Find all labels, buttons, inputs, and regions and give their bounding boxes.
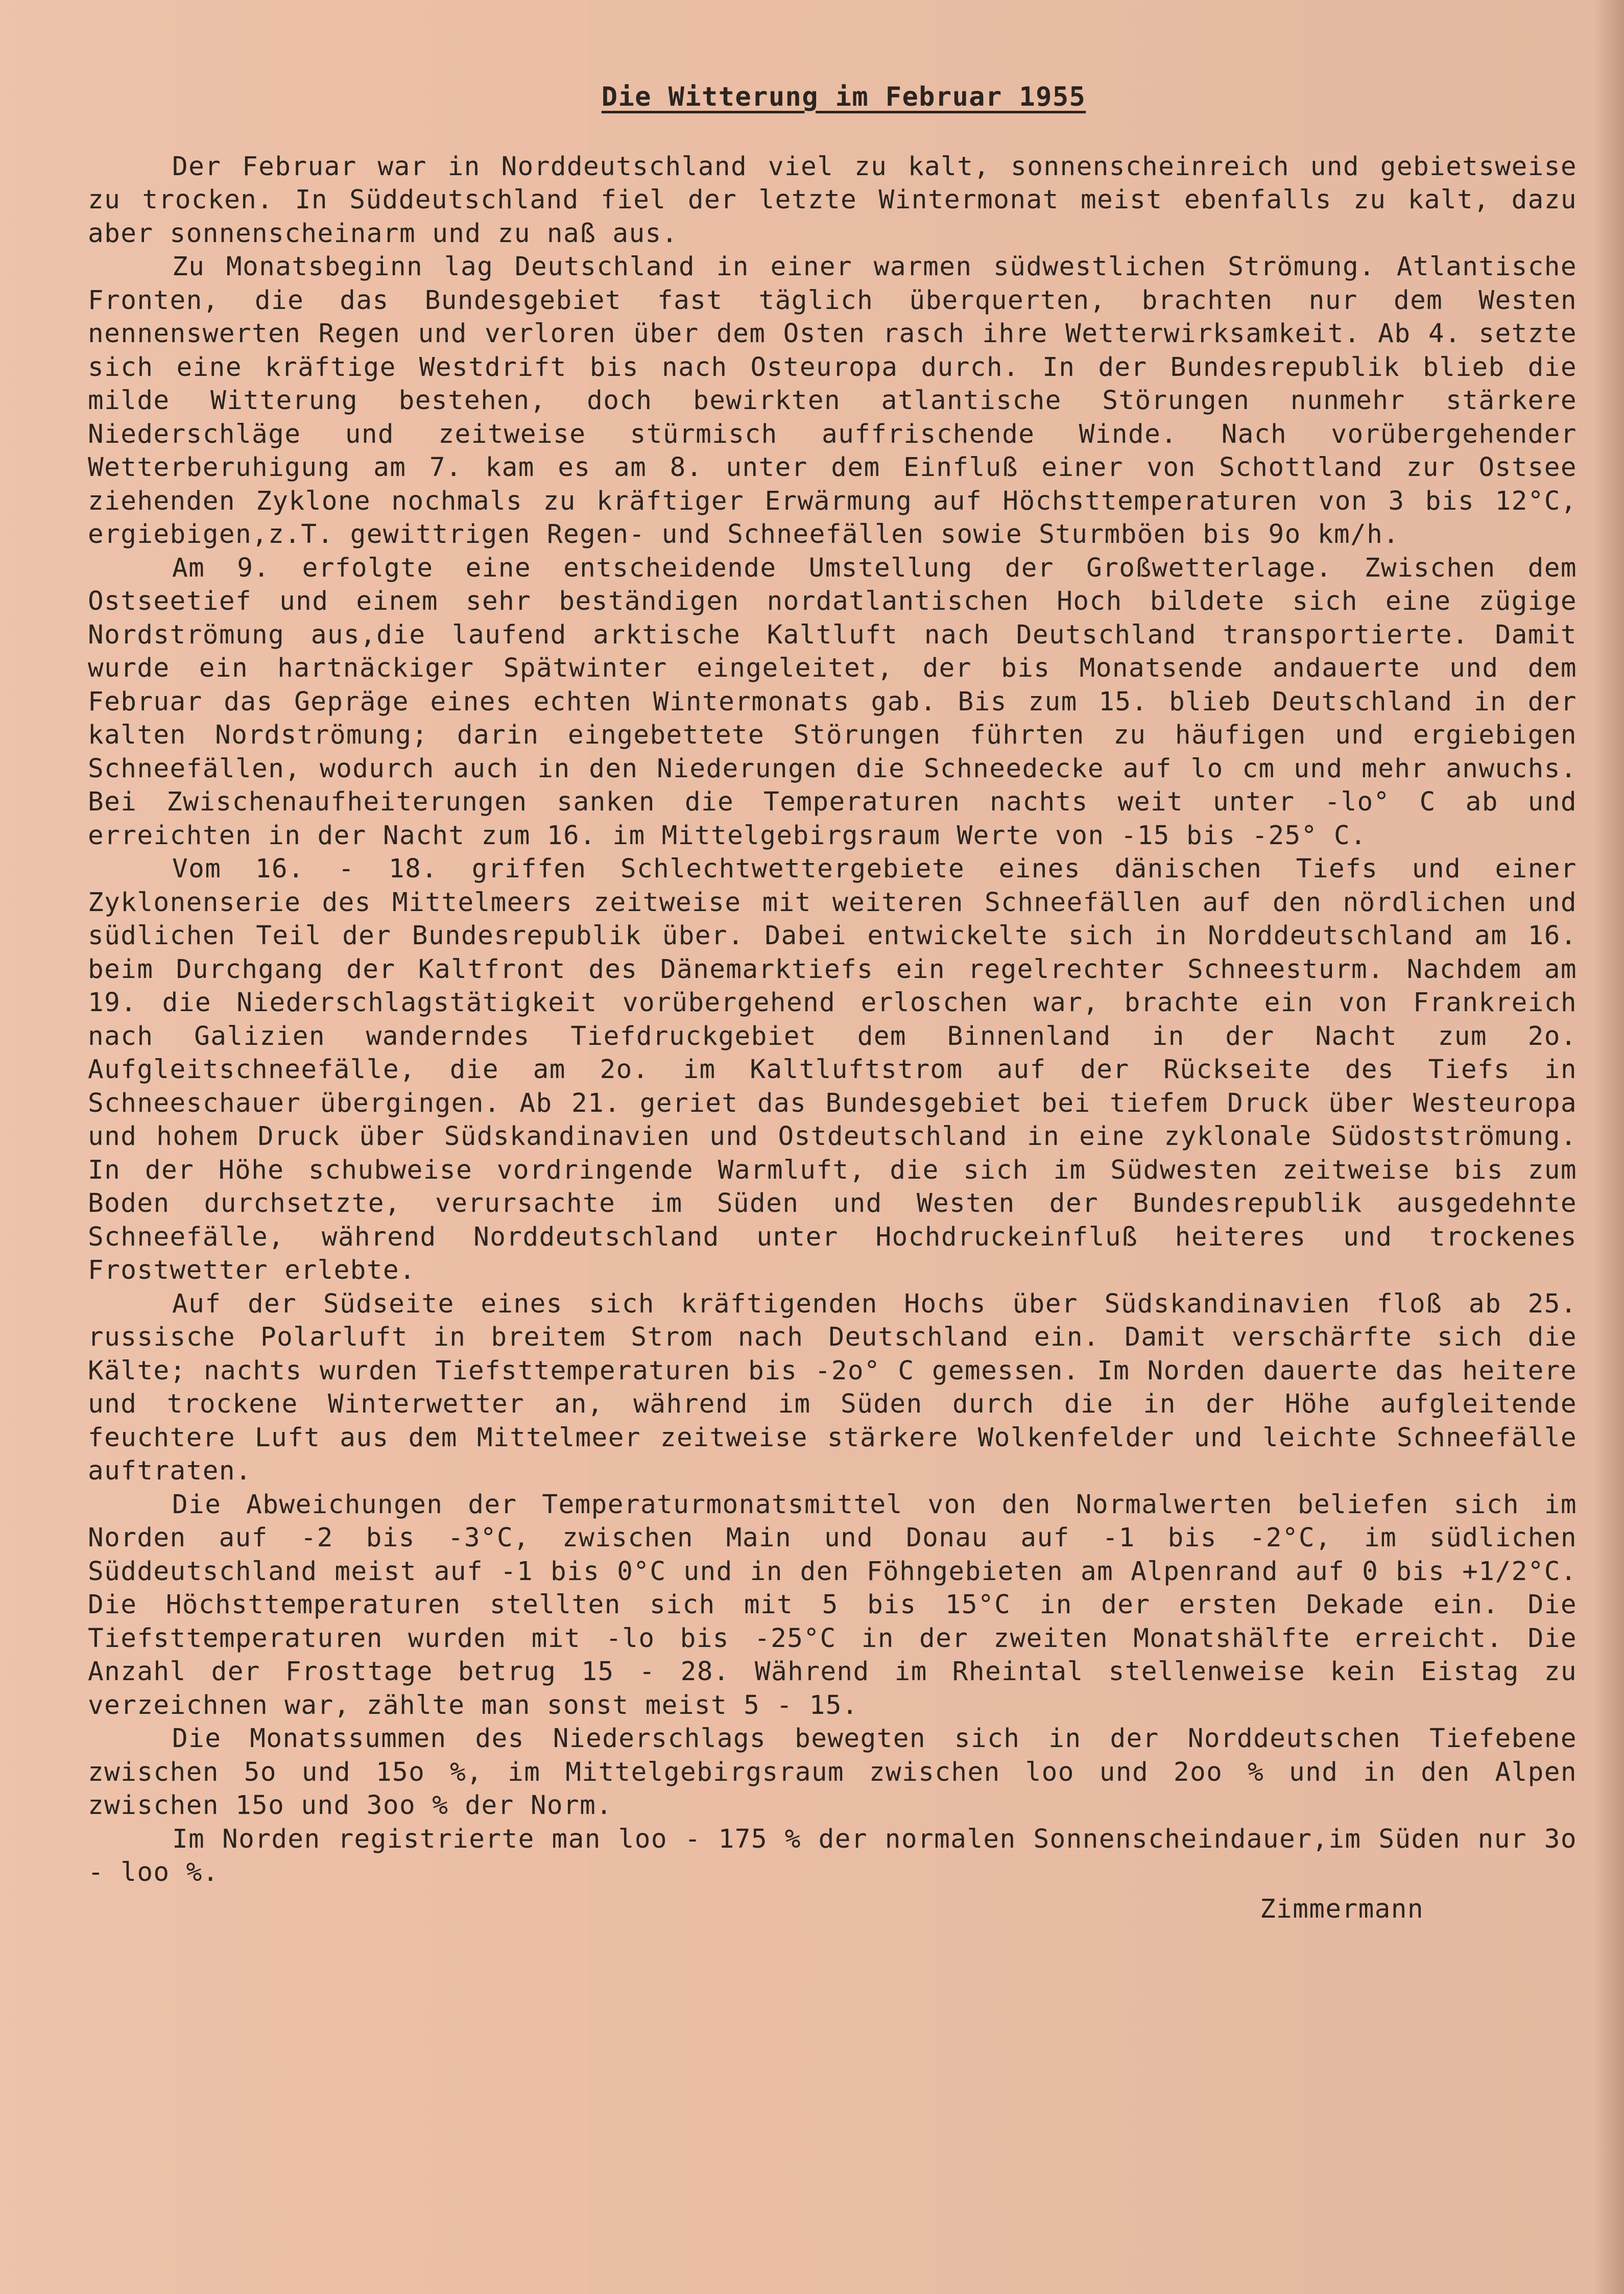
page-edge-shadow [1593, 0, 1624, 2294]
page-title: Die Witterung im Februar 1955 [601, 82, 1086, 112]
paragraph-temperature-deviation: Die Abweichungen der Temperaturmonatsmittel von den Normalwerten beliefen sich im Norden auf -2 bis -3°C, zwischen Main und Donau auf -1 bis -2°C, im südlichen Süddeutschland meist auf -1 bis 0°C und in den Föhngebieten am Alpenrand auf 0 bis +1/2°C. Die Höchsttemperaturen stellten sich mit 5 bis 15°C in der ersten Dekade ein. Die Tiefsttemperaturen wurden mit -lo bis -25°C in der zweiten Monatshälfte erreicht. Die Anzahl der Frosttage betrug 15 - 28. Während im Rheintal stellenweise kein Eistag zu verzeichnen war, zählte man sonst meist 5 - 15. [88, 1489, 1577, 1720]
paragraph-summary: Der Februar war in Norddeutschland viel zu kalt, sonnenscheinreich und gebietsweise zu trocken. In Süddeutschland fiel der letzte Wintermonat meist ebenfalls zu kalt, dazu aber sonnenscheinarm und zu naß aus. [88, 151, 1577, 249]
paragraph-mid-month: Vom 16. - 18. griffen Schlechtwettergebiete eines dänischen Tiefs und einer Zyklonenserie des Mittelmeers zeitweise mit weiteren Schneefällen auf den nördlichen und südlichen Teil der Bundesrepublik über. Dabei entwickelte sich in Norddeutschland am 16. beim Durchgang der Kaltfront des Dänemarktiefs ein regelrechter Schneesturm. Nachdem am 19. die Niederschlagstätigkeit vorübergehend erloschen war, brachte ein von Frankreich nach Galizien wanderndes Tiefdruckgebiet dem Binnenland in der Nacht zum 2o. Aufgleitschneefälle, die am 2o. im Kaltluftstrom auf der Rückseite des Tiefs in Schneeschauer übergingen. Ab 21. geriet das Bundesgebiet bei tiefem Druck über Westeuropa und hohem Druck über Südskandinavien und Ostdeutschland in eine zyklonale Südostströmung. In der Höhe schubweise vordringende Warmluft, die sich im Südwesten zeitweise bis zum Boden durchsetzte, verursachte im Süden und Westen der Bundesrepublik ausgedehnte Schneefälle, während Norddeutschland unter Hochdruckeinfluß heiteres und trockenes Frostwetter erlebte. [88, 854, 1577, 1285]
paragraph-sunshine: Im Norden registrierte man loo - 175 % der normalen Sonnenscheindauer,im Süden nur 3o - loo %. [88, 1824, 1577, 1887]
document-body [88, 81, 1577, 1926]
paragraph-precipitation: Die Monatssummen des Niederschlags bewegten sich in der Norddeutschen Tiefebene zwischen 5o und 15o %, im Mittelgebirgsraum zwischen loo und 2oo % und in den Alpen zwischen 15o und 3oo % der Norm. [88, 1724, 1577, 1821]
paragraph-early-month: Zu Monatsbeginn lag Deutschland in einer warmen südwestlichen Strömung. Atlantische Fronten, die das Bundesgebiet fast täglich überquerten, brachten nur dem Westen nennenswerten Regen und verloren über dem Osten rasch ihre Wetterwirksamkeit. Ab 4. setzte sich eine kräftige Westdrift bis nach Osteuropa durch. In der Bundesrepublik blieb die milde Witterung bestehen, doch bewirkten atlantische Störungen nunmehr stärkere Niederschläge und zeitweise stürmisch auffrischende Winde. Nach vorübergehender Wetterberuhigung am 7. kam es am 8. unter dem Einfluß einer von Schottland zur Ostsee ziehenden Zyklone nochmals zu kräftiger Erwärmung auf Höchsttemperaturen von 3 bis 12°C, ergiebigen,z.T. gewittrigen Regen- und Schneefällen sowie Sturmböen bis 9o km/h. [88, 252, 1577, 549]
paragraph-weather-change: Am 9. erfolgte eine entscheidende Umstellung der Großwetterlage. Zwischen dem Ostseetief und einem sehr beständigen nordatlantischen Hoch bildete sich eine zügige Nordströmung aus,die laufend arktische Kaltluft nach Deutschland transportierte. Damit wurde ein hartnäckiger Spätwinter eingeleitet, der bis Monatsende andauerte und dem Februar das Gepräge eines echten Wintermonats gab. Bis zum 15. blieb Deutschland in der kalten Nordströmung; darin eingebettete Störungen führten zu häufigen und ergiebigen Schneefällen, wodurch auch in den Niederungen die Schneedecke auf lo cm und mehr anwuchs. Bei Zwischenaufheiterungen sanken die Temperaturen nachts weit unter -lo° C ab und erreichten in der Nacht zum 16. im Mittelgebirgsraum Werte von -15 bis -25° C. [88, 553, 1577, 851]
paragraph-polar-air: Auf der Südseite eines sich kräftigenden Hochs über Südskandinavien floß ab 25. russische Polarluft in breitem Strom nach Deutschland ein. Damit verschärfte sich die Kälte; nachts wurden Tiefsttemperaturen bis -2o° C gemessen. Im Norden dauerte das heitere und trockene Winterwetter an, während im Süden durch die in der Höhe aufgleitende feuchtere Luft aus dem Mittelmeer zeitweise stärkere Wolkenfelder und leichte Schneefälle auftraten. [88, 1288, 1577, 1486]
author-signature: Zimmermann [1259, 1894, 1424, 1924]
